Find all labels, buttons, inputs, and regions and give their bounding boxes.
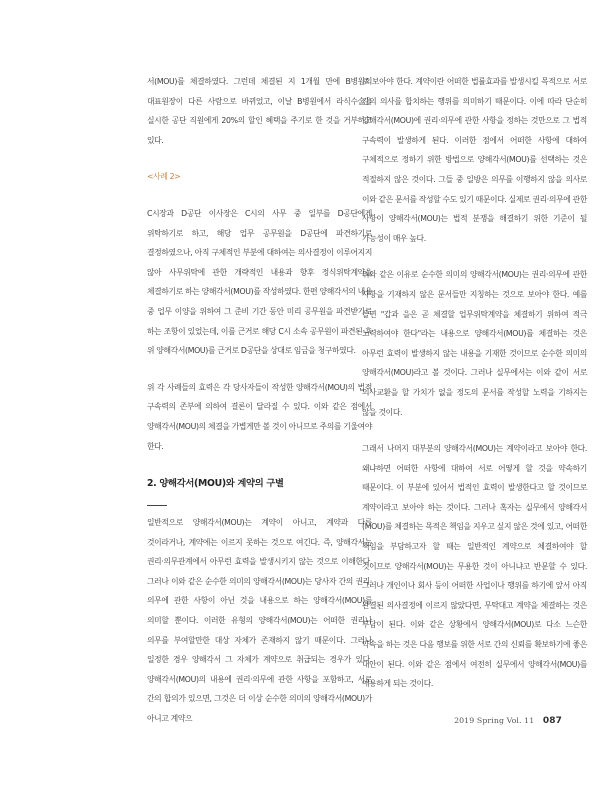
page-footer [454,716,562,726]
body-paragraph: 로 보아야 한다. 계약이란 어떠한 법률효과를 발생시킬 목적으로 서로 간의 의사를 합치하는 행위를 의미하기 때문이다. 이에 따라 단순히 양해각서(MOU)에 권리·의무에 관한 사항을 정하는 것만으로 그 법적 구속력이 발생하게 된다. 이러한 점에서 어떠한 사항에 대하여 구체적으로 정하기 위한 방법으로 양해각서(MOU)를 선택하는 것은 적절하지 않은 것이다. 그들 중 일방은 의무를 이행하지 않을 의사로 이와 같은 문서를 작성할 수도 있기 때문이다. 실제로 권리·의무에 관한 사항이 양해각서(MOU)는 법적 분쟁을 해결하기 위한 기준이 될 가능성이 매우 높다. [362,77,587,243]
body-paragraph: 위 각 사례들의 효력은 각 당사자들이 작성한 양해각서(MOU)의 법적 구속력의 존부에 의하여 결론이 달라질 수 있다. 이와 같은 점에서 양해각서(MOU)의 체결을 가볍게만 볼 것이 아니므로 주의를 기울여야 한다. [147,382,372,451]
issue-label: 2019 Spring Vol. 11 [454,716,535,725]
section-divider [147,505,167,506]
case-2-title: <사례 2> [147,172,181,182]
left-column [147,72,372,746]
body-paragraph: 서(MOU)를 체결하였다. 그런데 체결된 지 1개월 만에 B병원의 대표원장이 다른 사람으로 바뀌었고, 이날 B병원에서 라식수술을 실시한 공단 직원에게 20%의 할인 혜택을 주기로 한 것을 거부하고 있다. [147,77,372,145]
section-heading: 2. 양해각서(MOU)와 계약의 구별 [147,478,284,490]
right-column [362,72,587,711]
body-paragraph: 위와 같은 이유로 순수한 의미의 양해각서(MOU)는 권리·의무에 관한 사항을 기재하지 않은 문서들만 지칭하는 것으로 보아야 한다. 예를 들면 "갑과 을은 곧 체결할 업무위탁계약을 체결하기 위하여 적극 노력하여야 한다"라는 내용으로 양해각서(MOU)를 체결하는 것은 아무런 효력이 발생하지 않는 내용을 기재한 것이므로 순수한 의미의 양해각서(MOU)라고 볼 것이다. 그러나 실무에서는 이와 같이 서로 의사교환을 할 가치가 없을 정도의 문서를 작성할 노력을 기하지는 않을 것이다. [362,270,587,417]
body-paragraph: C시장과 D공단 이사장은 C시의 사무 중 일부를 D공단에게 위탁하기로 하고, 해당 업무 공무원을 D공단에 파견하기로 결정하였으나, 아직 구체적인 부분에 대하여는 의사결정이 이루어지지 않아 사무위탁에 관한 개략적인 내용과 향후 정식위탁계약을 체결하기로 하는 양해각서(MOU)를 작성하였다. 한편 양해각서의 내용 중 업무 이양을 위하여 그 준비 기간 동안 미리 공무원을 파견받기로 하는 조항이 있었는데, 이를 근거로 해당 C시 소속 공무원이 파견된 후 위 양해각서(MOU)를 근거로 D공단을 상대로 임금을 청구하였다. [147,208,372,356]
body-paragraph: 일반적으로 양해각서(MOU)는 계약이 아니고, 계약과 다른 것이라거나, 계약에는 이르지 못하는 것으로 여긴다. 즉, 양해각서는 권리·의무관계에서 아무런 효력을 발생시키지 않는 것으로 이해한다. 그러나 이와 같은 순수한 의미의 양해각서(MOU)는 당사자 간의 권리·의무에 관한 사항이 아닌 것을 내용으로 하는 양해각서(MOU)를 의미할 뿐이다. 이러한 유형의 양해각서(MOU)는 어떠한 권리나 의무를 부여할만한 대상 자체가 존재하지 않기 때문이다. 그러나 일정한 경우 양해각서 그 자체가 계약으로 취급되는 경우가 있다. 양해각서(MOU)의 내용에 권리·의무에 관한 사항을 포함하고, 서로 간의 합의가 있으면, 그것은 더 이상 순수한 의미의 양해각서(MOU)가 아니고 계약으 [147,518,372,724]
page-number: 087 [542,716,562,726]
body-paragraph: 그래서 나머지 대부분의 양해각서(MOU)는 계약이라고 보아야 한다. 왜냐하면 어떠한 사항에 대하여 서로 어떻게 할 것을 약속하기 때문이다. 이 부분에 있어서 법적인 효력이 발생한다고 할 것이므로 계약이라고 보아야 하는 것이다. 그러나 혹자는 실무에서 양해각서(MOU)를 체결하는 목적은 책임을 지우고 싶지 않은 것에 있고, 어떠한 책임을 부담하고자 할 때는 일반적인 계약으로 체결하여야 할 것이므로 양해각서(MOU)는 무용한 것이 아니냐고 반문할 수 있다. 그러나 개인이나 회사 등이 어떠한 사업이나 행위를 하기에 앞서 아직 완결된 의사결정에 이르지 않았다면, 무탁대고 계약을 체결하는 것은 부담이 된다. 이와 같은 상황에서 양해각서(MOU)로 다소 느슨한 약속을 하는 것은 다음 행보를 위한 서로 간의 신뢰를 확보하기에 좋은 대안이 된다. 이와 같은 점에서 여전히 실무에서 양해각서(MOU)를 애용하게 되는 것이다. [362,444,587,689]
